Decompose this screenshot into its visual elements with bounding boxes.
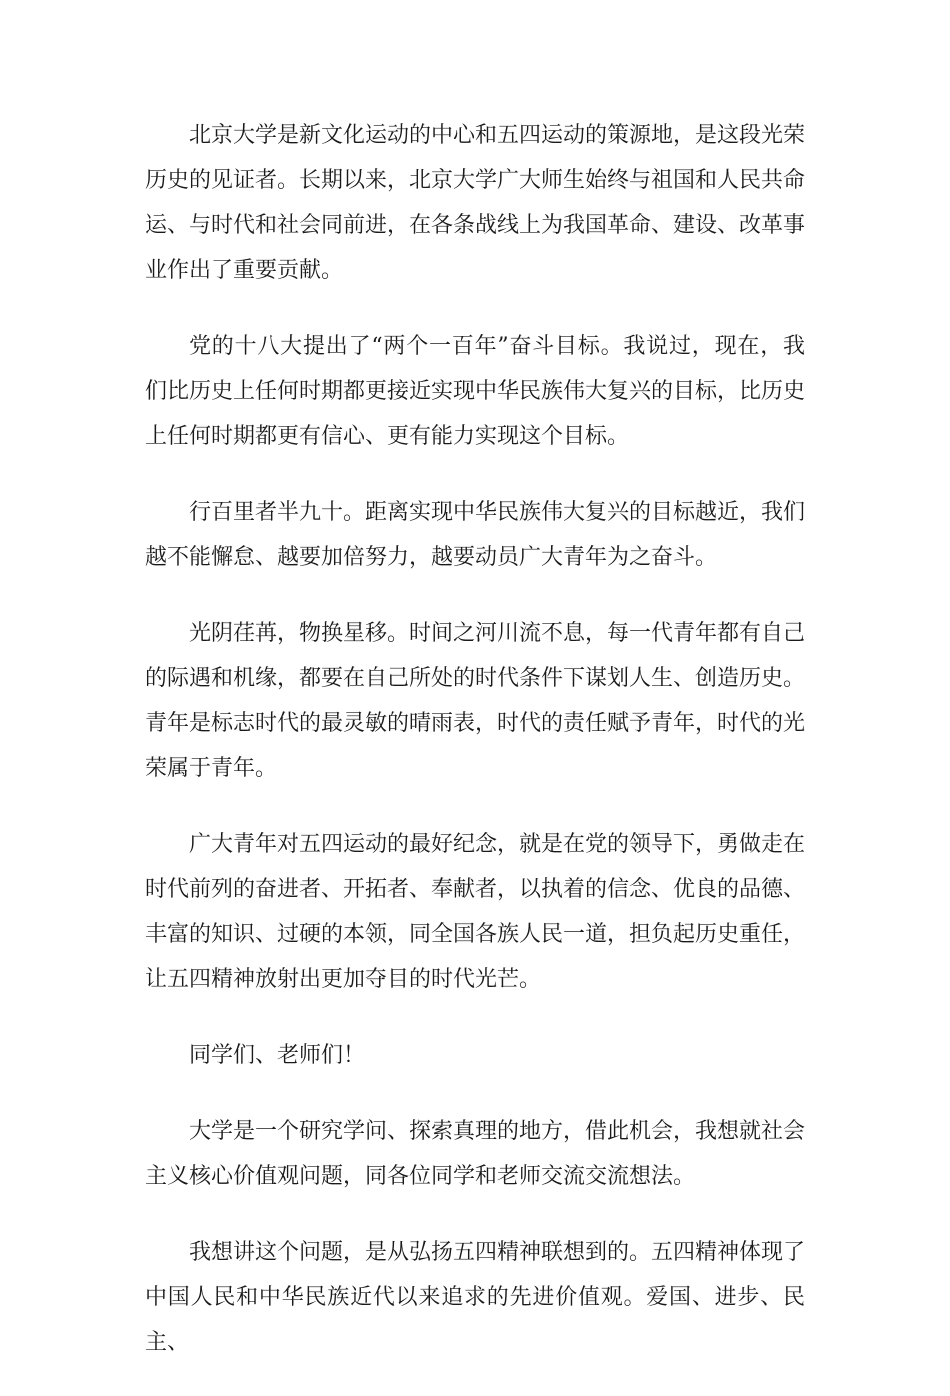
paragraph-5: 广大青年对五四运动的最好纪念，就是在党的领导下，勇做走在时代前列的奋进者、开拓者、奉献者，以执着的信念、优良的品德、丰富的知识、过硬的本领，同全国各族人民一道，担负起历史重任，让五四精神放射出更加夺目的时代光芒。	[145, 832, 806, 992]
paragraph-6: 同学们、老师们！	[189, 1043, 366, 1068]
paragraph-7: 大学是一个研究学问、探索真理的地方，借此机会，我想就社会主义核心价值观问题，同各位同学和老师交流交流想法。	[145, 1119, 806, 1189]
paragraph-4: 光阴荏苒，物换星移。时间之河川流不息，每一代青年都有自己的际遇和机缘，都要在自己所处的时代条件下谋划人生、创造历史。青年是标志时代的最灵敏的晴雨表，时代的责任赋予青年，时代的光荣属于青年。	[145, 621, 806, 781]
paragraph-3: 行百里者半九十。距离实现中华民族伟大复兴的目标越近，我们越不能懈怠、越要加倍努力，越要动员广大青年为之奋斗。	[145, 500, 806, 570]
document-page	[145, 113, 805, 1396]
paragraph-8: 我想讲这个问题，是从弘扬五四精神联想到的。五四精神体现了中国人民和中华民族近代以来追求的先进价值观。爱国、进步、民主、	[145, 1240, 806, 1355]
paragraph-2: 党的十八大提出了“两个一百年”奋斗目标。我说过，现在，我们比历史上任何时期都更接近实现中华民族伟大复兴的目标，比历史上任何时期都更有信心、更有能力实现这个目标。	[145, 334, 806, 449]
paragraph-1: 北京大学是新文化运动的中心和五四运动的策源地，是这段光荣历史的见证者。长期以来，北京大学广大师生始终与祖国和人民共命运、与时代和社会同前进，在各条战线上为我国革命、建设、改革事业作出了重要贡献。	[145, 123, 806, 283]
